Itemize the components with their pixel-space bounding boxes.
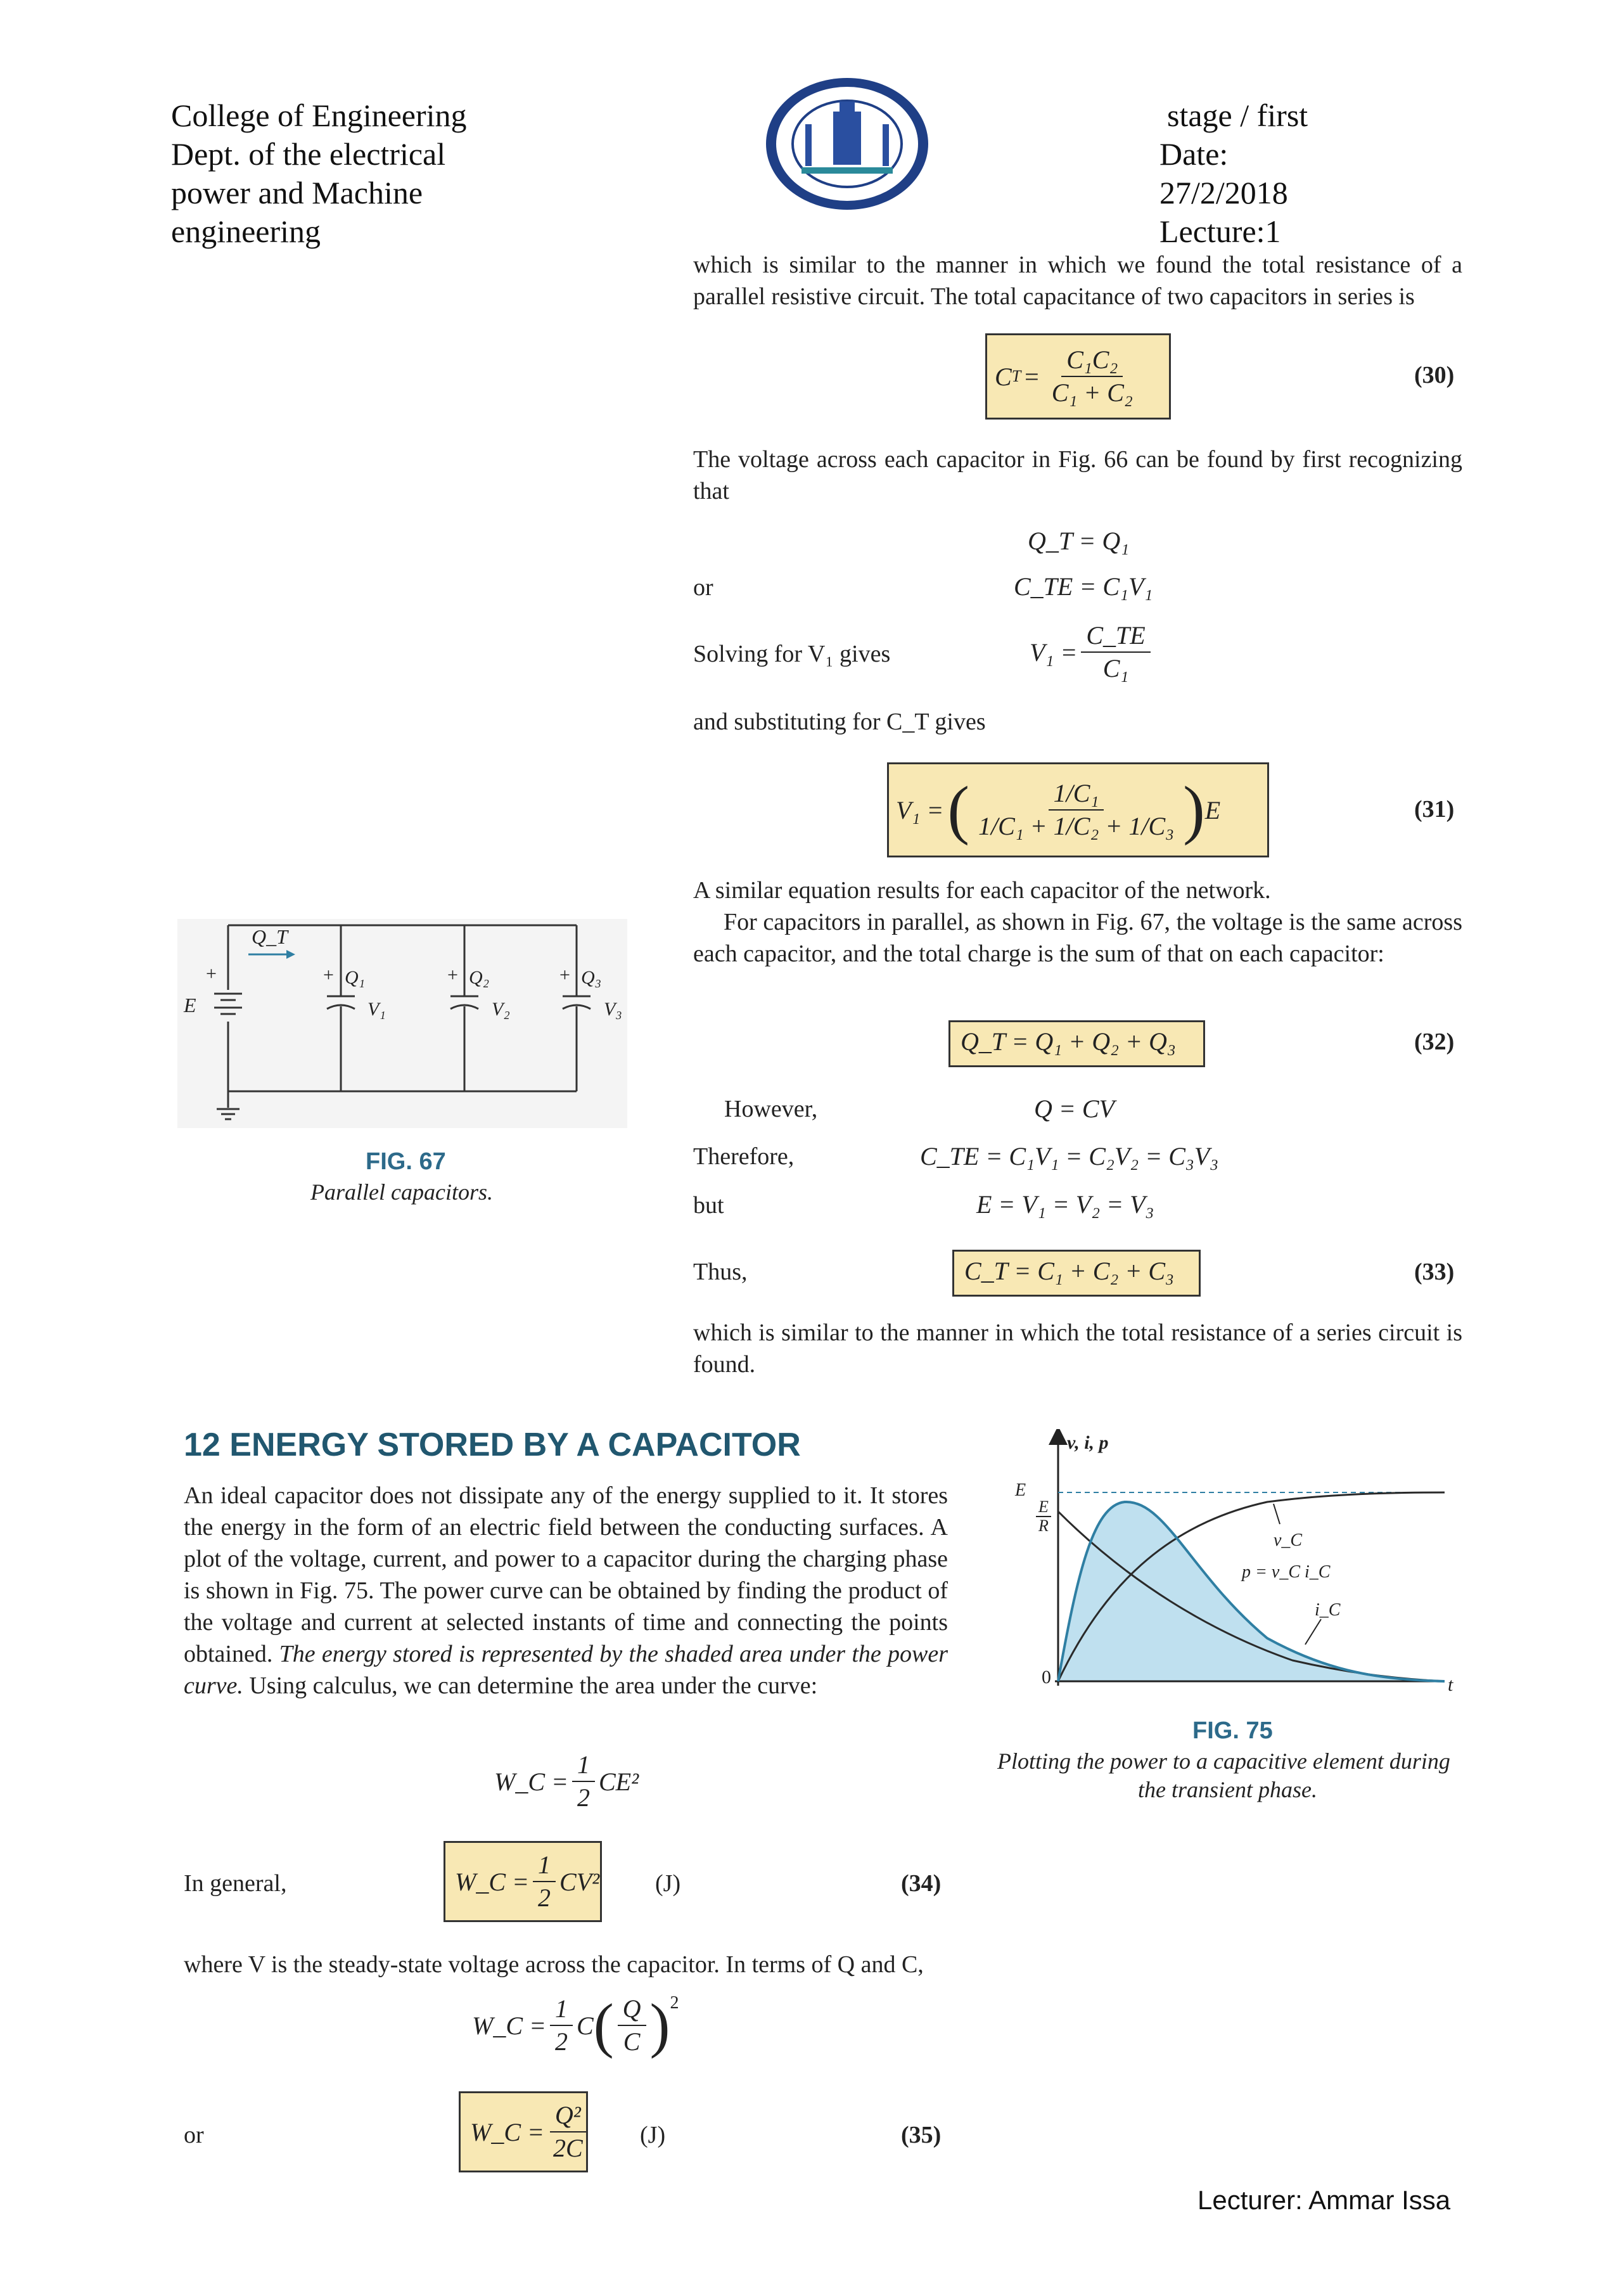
fig67-cap3-v: V₃ xyxy=(604,999,622,1020)
eq-wc-qc-rparen: ) xyxy=(649,1991,670,2059)
eq-q-cv: Q = CV xyxy=(1034,1094,1114,1123)
ic-leader xyxy=(1305,1619,1321,1645)
eq35-num: Q² xyxy=(550,2100,586,2132)
fig75-er-num: E xyxy=(1036,1498,1051,1517)
in-general-label: In general, xyxy=(184,1870,287,1897)
college-logo xyxy=(763,75,931,213)
equation-number-31: (31) xyxy=(1414,796,1455,823)
header-right-line: Lecture:1 xyxy=(1159,214,1281,249)
header-left-line: power and Machine xyxy=(171,175,423,210)
fig67-qt-label: Q_T xyxy=(252,925,288,948)
eq-cte-c1v1: C_TE = C₁V₁ xyxy=(1014,572,1153,601)
fig67-label: FIG. 67 xyxy=(366,1148,446,1175)
vc-leader xyxy=(1274,1504,1280,1524)
eq-wc-qc-lhs: W_C = xyxy=(472,2011,546,2040)
header-left-line: engineering xyxy=(171,214,321,249)
eq34-tail: CV² xyxy=(559,1867,600,1896)
equation-33: C_T = C₁ + C₂ + C₃ xyxy=(964,1257,1174,1285)
eq30-equals: = xyxy=(1025,362,1039,391)
fig67-circuit xyxy=(177,919,627,1128)
eq-wc-qc-mid: C xyxy=(577,2011,594,2040)
fig67-cap1-plus: + xyxy=(323,965,334,985)
eq34-den: 2 xyxy=(538,1883,551,1912)
header-right-line: 27/2/2018 xyxy=(1159,175,1288,210)
fig75-origin-label: 0 xyxy=(1042,1667,1051,1688)
fig75-x-axis-label: t xyxy=(1448,1674,1453,1695)
eq-v1-num: C_TE xyxy=(1081,620,1150,653)
section-12-title: 12 ENERGY STORED BY A CAPACITOR xyxy=(184,1427,801,1463)
eq35-lhs: W_C = xyxy=(470,2117,544,2146)
eq-v1-frac xyxy=(1081,620,1150,684)
voltage-paragraph: The voltage across each capacitor in Fig. 66 can be found by first recognizing that xyxy=(693,446,1462,504)
equation-34 xyxy=(455,1845,599,1918)
or-label: or xyxy=(693,574,713,601)
eq-cte-chain: C_TE = C₁V₁ = C₂V₂ = C₃V₃ xyxy=(920,1142,1219,1170)
eq31-lhs: V₁ = xyxy=(896,795,944,824)
equation-number-32: (32) xyxy=(1414,1029,1455,1055)
eq-wc-ce2-den: 2 xyxy=(577,1783,590,1812)
fig67-cap1-q: Q₁ xyxy=(345,967,366,988)
eq-wc-qc-den: 2 xyxy=(555,2027,568,2056)
parallel-line1: A similar equation results for each capacitor of the network. xyxy=(693,877,1271,904)
equation-31 xyxy=(896,769,1220,851)
eq31-rparen: ) xyxy=(1183,773,1205,846)
header-right xyxy=(1159,96,1426,251)
footer-lecturer: Lecturer: Ammar Issa xyxy=(1197,2185,1451,2215)
eq35-unit: (J) xyxy=(640,2122,666,2148)
eq-wc-qc-frac xyxy=(550,1993,573,2058)
equation-number-33: (33) xyxy=(1414,1259,1455,1285)
eq-e-v-chain: E = V₁ = V₂ = V₃ xyxy=(976,1190,1154,1219)
eq-wc-qc-inner-den: C xyxy=(623,2027,641,2056)
fig75-caption-1: Plotting the power to a capacitive element during xyxy=(997,1748,1450,1774)
header-left-line: Dept. of the electrical xyxy=(171,136,446,172)
fig75-y-axis-label: v, i, p xyxy=(1067,1432,1109,1453)
parallel-paragraph: For capacitors in parallel, as shown in Fig. 67, the voltage is the same across each capacitor, and the total charge is the sum of that on each capacitor: xyxy=(693,909,1462,967)
eq-wc-qc-num: 1 xyxy=(550,1993,573,2026)
intro-paragraph: which is similar to the manner in which we found the total resistance of a parallel resistive circuit. The total capacitance of two capacitors in series is xyxy=(693,252,1462,310)
fig67-cap2-q: Q₂ xyxy=(469,967,490,988)
eq35-den: 2C xyxy=(553,2134,583,2162)
fig67-plus: + xyxy=(206,963,217,984)
equation-35 xyxy=(470,2096,592,2168)
eq-wc-qc-exp: 2 xyxy=(670,1993,679,2013)
thus-label: Thus, xyxy=(693,1259,748,1285)
equation-30 xyxy=(995,340,1142,413)
header-left xyxy=(171,96,526,251)
eq30-lhs-sub: T xyxy=(1011,367,1021,385)
fig67-caption: Parallel capacitors. xyxy=(310,1179,493,1205)
section-12-paragraph xyxy=(184,1480,948,1702)
fig75-caption-2: the transient phase. xyxy=(1138,1777,1317,1802)
eq-wc-ce2-tail: CE² xyxy=(599,1767,639,1796)
fig67-cap2-plus: + xyxy=(447,965,458,985)
eq30-fraction xyxy=(1047,344,1138,409)
equation-number-30: (30) xyxy=(1414,362,1455,388)
or-label-2: or xyxy=(184,2122,204,2148)
fig75-vc-label: v_C xyxy=(1274,1530,1303,1550)
header-right-line: stage / first xyxy=(1167,98,1308,133)
eq-wc-qc xyxy=(472,1993,679,2058)
solving-label: Solving for V₁ gives xyxy=(693,641,891,667)
fig75-er-label xyxy=(1036,1498,1051,1535)
eq-wc-qc-inner-num: Q xyxy=(618,1993,646,2026)
where-paragraph: where V is the steady-state voltage across the capacitor. In terms of Q and C, xyxy=(184,1951,924,1978)
eq-wc-ce2-frac xyxy=(572,1749,595,1814)
fig75-svg xyxy=(1001,1429,1457,1708)
fig75-label: FIG. 75 xyxy=(1192,1717,1273,1744)
header-right-line: Date: xyxy=(1159,136,1229,172)
fig67-cap1-v: V₁ xyxy=(367,999,386,1020)
eq31-denominator: 1/C₁ + 1/C₂ + 1/C₃ xyxy=(978,812,1175,840)
eq34-lhs: W_C = xyxy=(455,1867,529,1896)
fig75-plot xyxy=(1001,1429,1457,1708)
equation-number-35: (35) xyxy=(901,2122,942,2148)
however-label: However, xyxy=(724,1096,818,1122)
section-12-emphasis: The energy stored is represented by the shaded area under the power curve. xyxy=(184,1641,948,1699)
fig75-p-label: p = v_C i_C xyxy=(1242,1562,1331,1582)
substituting-label: and substituting for C_T gives xyxy=(693,709,986,735)
equation-32: Q_T = Q₁ + Q₂ + Q₃ xyxy=(961,1027,1176,1056)
fig75-er-frac xyxy=(1036,1498,1051,1535)
eq-wc-qc-inner-frac xyxy=(618,1993,646,2058)
fig75-ic-label: i_C xyxy=(1315,1600,1341,1620)
eq34-frac xyxy=(533,1849,556,1914)
therefore-label: Therefore, xyxy=(693,1143,795,1170)
eq34-num: 1 xyxy=(533,1849,556,1882)
fig67-cap3-plus: + xyxy=(559,965,570,985)
eq-qt-q1: Q_T = Q₁ xyxy=(1028,527,1130,555)
eq-wc-ce2 xyxy=(494,1749,639,1814)
fig75-e-label: E xyxy=(1015,1480,1026,1500)
eq30-lhs: C xyxy=(995,362,1012,391)
section-12-text-tail: Using calculus, we can determine the area under the curve: xyxy=(249,1672,818,1699)
eq30-numerator: C₁C₂ xyxy=(1061,344,1123,377)
eq-wc-ce2-num: 1 xyxy=(572,1749,595,1782)
header-left-line: College of Engineering xyxy=(171,98,467,133)
eq-v1-den: C₁ xyxy=(1102,654,1129,683)
eq31-tail: E xyxy=(1204,795,1221,824)
eq31-fraction xyxy=(973,778,1179,842)
eq35-frac xyxy=(548,2100,588,2164)
eq34-unit: (J) xyxy=(655,1870,681,1897)
eq-v1-fraction xyxy=(1030,620,1154,684)
fig67-cap3-q: Q₃ xyxy=(581,967,602,988)
fig67-e-label: E xyxy=(184,994,196,1017)
eq31-numerator: 1/C₁ xyxy=(1049,778,1104,811)
series-paragraph: which is similar to the manner in which the total resistance of a series circuit is found. xyxy=(693,1319,1462,1378)
section-12-text: An ideal capacitor does not dissipate any of the energy supplied to it. It stores the energy in the form of an electric field between the conducting surfaces. A plot of the voltage, current, and power to a capacitor during the charging phase is shown in Fig. 75. The power curve can be obtained by finding the product of the voltage and current at selected instants of time and connecting the points obtained. xyxy=(184,1482,948,1667)
eq-wc-qc-lparen: ( xyxy=(593,1991,614,2059)
fig67-cap2-v: V₂ xyxy=(492,999,510,1020)
equation-number-34: (34) xyxy=(901,1870,942,1897)
eq30-denominator: C₁ + C₂ xyxy=(1051,378,1133,407)
eq-v1-lhs: V₁ = xyxy=(1030,638,1078,667)
eq-wc-ce2-lhs: W_C = xyxy=(494,1767,568,1796)
fig75-er-den: R xyxy=(1038,1517,1049,1535)
but-label: but xyxy=(693,1192,724,1219)
eq31-lparen: ( xyxy=(947,773,969,846)
